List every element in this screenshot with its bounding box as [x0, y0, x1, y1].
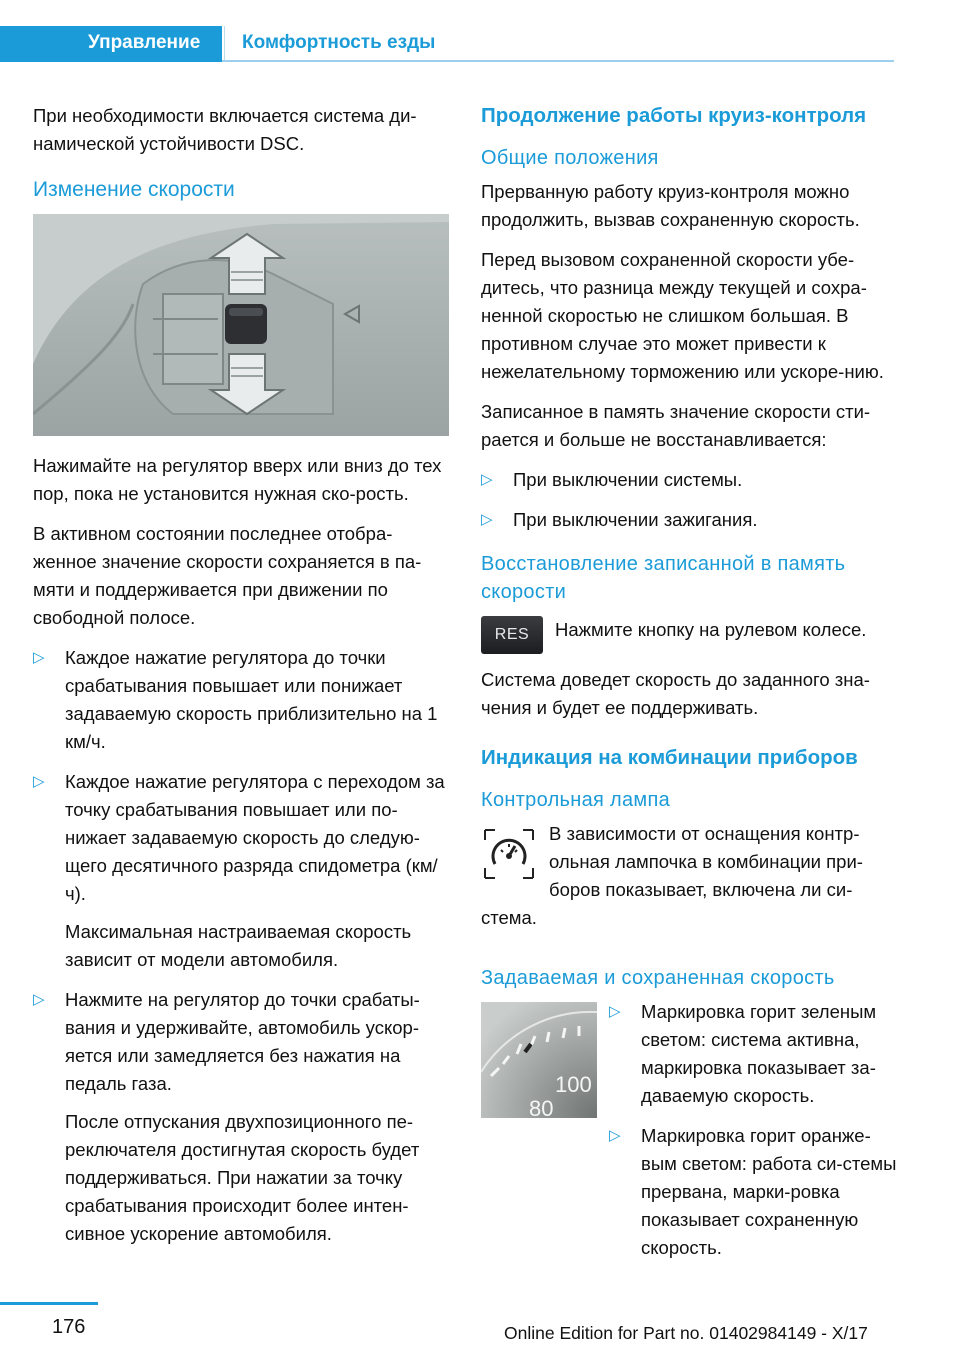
bullet-text: Маркировка горит оранже-вым светом: работа си-стемы прервана, марки-ровка показывает сохраненную скорость. [641, 1125, 897, 1258]
bullet-text: При выключении зажигания. [513, 509, 758, 530]
bullet-text: Каждое нажатие регулятора до точки срабатывания повышает или понижает задаваемую скорость приблизительно на 1 км/ч. [65, 647, 438, 752]
header-section-title: Управление [88, 32, 201, 53]
bullet-triangle-icon: ▷ [33, 773, 45, 790]
speedometer-image [481, 1002, 597, 1118]
bullet-text: При выключении системы. [513, 469, 743, 490]
res-instruction-text: Нажмите кнопку на рулевом колесе. [555, 619, 867, 640]
bullet-triangle-icon: ▷ [33, 991, 45, 1008]
list-item [33, 986, 451, 1248]
heading-restore-speed: Восстановление записанной в память скорости [481, 553, 846, 603]
list-item [609, 998, 899, 1110]
list-item [481, 466, 899, 494]
marker-list [609, 998, 899, 1274]
bullet-text: Нажмите на регулятор до точки срабаты-вания и удерживайте, автомобиль ускор-яется или замедляется без нажатия на педаль газа. [65, 989, 420, 1094]
general-paragraph-1: Прерванную работу круиз-контроля можно продолжить, вызвав сохраненную скорость. [481, 181, 860, 230]
heading-speed-change: Изменение скорости [33, 178, 235, 201]
heading-resume-cruise: Продолжение работы круиз-контроля [481, 104, 867, 127]
header-rule [222, 60, 894, 62]
speedo-label-100: 100 [555, 1072, 592, 1097]
list-item [33, 768, 451, 974]
speedo-section [481, 998, 899, 1284]
general-paragraph-3: Записанное в память значение скорости сти-рается и больше не восстанавливается: [481, 401, 871, 450]
bullet-note: Максимальная настраиваемая скорость зависит от модели автомобиля. [65, 921, 412, 970]
list-item [609, 1122, 899, 1262]
footer-rule [0, 1302, 98, 1305]
general-paragraph-2: Перед вызовом сохраненной скорости убе-дитесь, что разница между текущей и сохра-ненной скоростью не слишком большая. В противном случае это может привести к нежелательному торможению или ускоре-нию. [481, 249, 884, 382]
bullet-triangle-icon: ▷ [33, 649, 45, 666]
heading-set-saved-speed: Задаваемая и сохраненная скорость [481, 967, 835, 989]
list-item [481, 506, 899, 534]
header-separator [224, 26, 225, 62]
heading-indicator-lamp: Контрольная лампа [481, 789, 671, 811]
bullet-triangle-icon: ▷ [609, 1127, 621, 1144]
bullet-note: После отпускания двухпозиционного пе-реключателя достигнутая скорость будет поддерживаться. При нажатии за точку срабатывания происходит более интен-сивное ускорение автомобиля. [65, 1111, 420, 1244]
left-column [33, 102, 451, 1260]
speed-change-list [33, 644, 451, 1248]
bullet-text: Маркировка горит зеленым светом: система активна, маркировка показывает за-даваемую скорость. [641, 1001, 877, 1106]
page-number: 176 [52, 1316, 86, 1338]
speedo-label-80: 80 [529, 1096, 554, 1118]
bullet-text: Каждое нажатие регулятора с переходом за точку срабатывания повышает или по-нижает задаваемую скорость до следую-щего десятичного разряда спидометра (км/ч). [65, 771, 445, 904]
list-item [33, 644, 451, 756]
header-subsection-title: Комфортность езды [242, 32, 436, 53]
steering-wheel-control-image [33, 214, 449, 436]
press-paragraph: Нажимайте на регулятор вверх или вниз до тех пор, пока не установится нужная ско-рость. [33, 455, 442, 504]
intro-paragraph: При необходимости включается система ди-намической устойчивости DSC. [33, 105, 417, 154]
edition-note: Online Edition for Part no. 01402984149 - X/17 [504, 1323, 868, 1343]
active-paragraph: В активном состоянии последнее отобра-женное значение скорости сохраняется в па-мяти и поддерживается при движении по свободной полосе. [33, 523, 422, 628]
bullet-triangle-icon: ▷ [609, 1003, 621, 1020]
restore-paragraph: Система доведет скорость до заданного зна-чения и будет ее поддерживать. [481, 669, 870, 718]
res-instruction [481, 616, 899, 654]
heading-general: Общие положения [481, 147, 659, 169]
cruise-control-lamp-icon [481, 826, 537, 882]
right-column [481, 102, 899, 1284]
erase-conditions-list [481, 466, 899, 534]
heading-instrument-display: Индикация на комбинации приборов [481, 746, 858, 769]
bullet-triangle-icon: ▷ [481, 471, 493, 488]
bullet-triangle-icon: ▷ [481, 511, 493, 528]
lamp-paragraph: В зависимости от оснащения контр-ольная лампочка в комбинации при-боров показывает, включена ли си-стема. [481, 823, 863, 928]
res-button-image: RES [481, 616, 543, 654]
